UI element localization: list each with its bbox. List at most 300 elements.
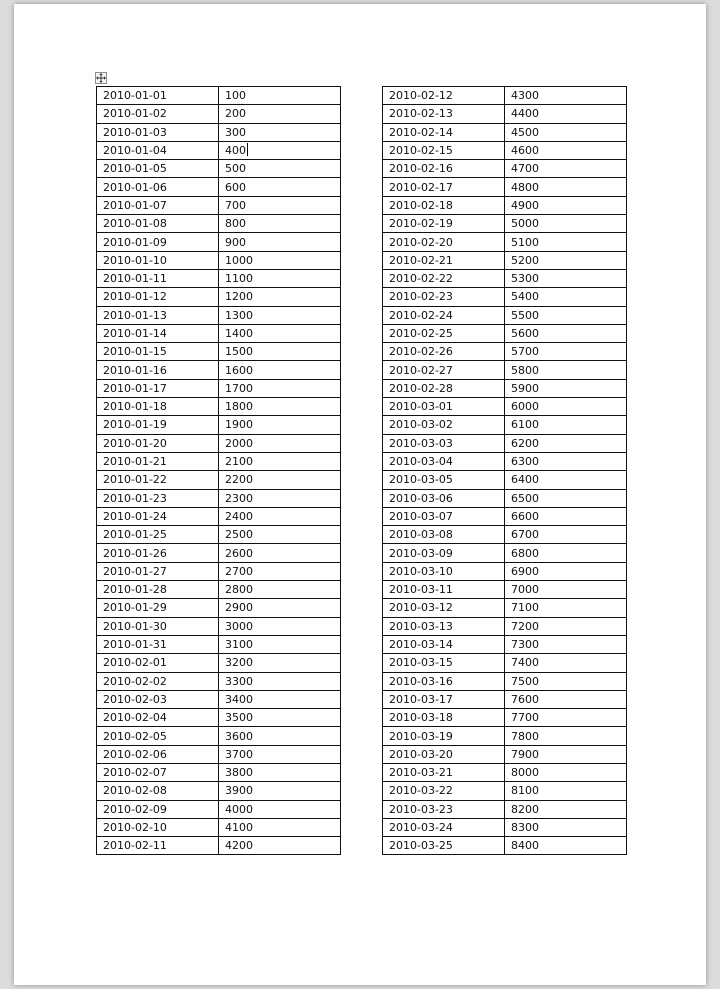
date-text: 2010-01-17: [103, 381, 167, 395]
table-row: [97, 635, 341, 653]
date-text: 2010-01-26: [103, 546, 167, 560]
date-cell[interactable]: [97, 837, 219, 855]
value-cell[interactable]: [505, 452, 627, 470]
date-text: 2010-02-03: [103, 692, 167, 706]
table-row: [383, 599, 627, 617]
value-text: 4600: [511, 144, 539, 158]
date-text: 2010-01-20: [103, 436, 167, 450]
value-cell[interactable]: [219, 599, 341, 617]
date-text: 2010-03-08: [389, 528, 453, 542]
value-cell[interactable]: [505, 233, 627, 251]
value-cell[interactable]: [505, 581, 627, 599]
value-cell[interactable]: [505, 251, 627, 269]
date-text: 2010-02-17: [389, 180, 453, 194]
date-cell[interactable]: [383, 690, 505, 708]
date-text: 2010-03-21: [389, 766, 453, 780]
value-text: 300: [225, 125, 246, 139]
date-cell[interactable]: [97, 800, 219, 818]
date-text: 2010-01-04: [103, 144, 167, 158]
value-text: 1800: [225, 400, 253, 414]
date-cell[interactable]: [97, 269, 219, 287]
table-row: [383, 269, 627, 287]
value-cell[interactable]: [505, 599, 627, 617]
date-cell[interactable]: [97, 526, 219, 544]
value-cell[interactable]: [219, 489, 341, 507]
date-cell[interactable]: [383, 507, 505, 525]
value-cell[interactable]: [505, 178, 627, 196]
value-cell[interactable]: [505, 398, 627, 416]
table-row: [97, 544, 341, 562]
date-cell[interactable]: [97, 196, 219, 214]
date-cell[interactable]: [97, 123, 219, 141]
date-cell[interactable]: [97, 215, 219, 233]
date-text: 2010-01-06: [103, 180, 167, 194]
date-cell[interactable]: [97, 489, 219, 507]
table-row: [97, 343, 341, 361]
table-row: [383, 544, 627, 562]
table-row: [97, 709, 341, 727]
table-row: [97, 800, 341, 818]
date-cell[interactable]: [97, 544, 219, 562]
table-row: [97, 562, 341, 580]
table-row: [97, 123, 341, 141]
date-cell[interactable]: [383, 105, 505, 123]
date-cell[interactable]: [97, 690, 219, 708]
date-cell[interactable]: [383, 233, 505, 251]
table-row: [383, 818, 627, 836]
value-cell[interactable]: [219, 471, 341, 489]
date-text: 2010-03-16: [389, 674, 453, 688]
date-text: 2010-02-22: [389, 272, 453, 286]
value-cell[interactable]: [219, 800, 341, 818]
table-row: [97, 416, 341, 434]
table-move-handle[interactable]: [95, 72, 107, 84]
date-cell[interactable]: [97, 324, 219, 342]
date-cell[interactable]: [383, 763, 505, 781]
table-row: [97, 434, 341, 452]
date-cell[interactable]: [383, 489, 505, 507]
value-cell[interactable]: [219, 709, 341, 727]
date-text: 2010-02-21: [389, 253, 453, 267]
value-cell[interactable]: [505, 654, 627, 672]
value-cell[interactable]: [219, 215, 341, 233]
table-row: [97, 727, 341, 745]
value-text: 5700: [511, 345, 539, 359]
value-cell[interactable]: [505, 471, 627, 489]
value-cell[interactable]: [505, 745, 627, 763]
table-row: [383, 251, 627, 269]
value-cell[interactable]: [219, 434, 341, 452]
date-cell[interactable]: [97, 141, 219, 159]
value-cell[interactable]: [219, 562, 341, 580]
date-text: 2010-02-27: [389, 363, 453, 377]
value-cell[interactable]: [505, 800, 627, 818]
table-row: [97, 526, 341, 544]
table-row: [97, 215, 341, 233]
date-cell[interactable]: [97, 416, 219, 434]
date-cell[interactable]: [383, 398, 505, 416]
data-table-left[interactable]: [96, 86, 341, 855]
date-cell[interactable]: [383, 782, 505, 800]
date-cell[interactable]: [383, 87, 505, 105]
date-text: 2010-02-16: [389, 162, 453, 176]
table-row: [97, 690, 341, 708]
value-cell[interactable]: [505, 105, 627, 123]
value-cell[interactable]: [219, 818, 341, 836]
table-row: [97, 87, 341, 105]
date-cell[interactable]: [97, 87, 219, 105]
value-text: 2000: [225, 436, 253, 450]
table-row: [383, 233, 627, 251]
date-text: 2010-02-14: [389, 125, 453, 139]
value-cell[interactable]: [219, 178, 341, 196]
date-cell[interactable]: [383, 837, 505, 855]
date-cell[interactable]: [383, 379, 505, 397]
value-text: 6700: [511, 528, 539, 542]
value-text: 7900: [511, 747, 539, 761]
value-cell[interactable]: [505, 215, 627, 233]
value-cell[interactable]: [505, 526, 627, 544]
date-text: 2010-02-20: [389, 235, 453, 249]
value-cell[interactable]: [505, 489, 627, 507]
value-cell[interactable]: [219, 379, 341, 397]
value-text: 4100: [225, 821, 253, 835]
date-cell[interactable]: [383, 123, 505, 141]
value-text: 1700: [225, 381, 253, 395]
value-cell[interactable]: [505, 141, 627, 159]
date-cell[interactable]: [97, 782, 219, 800]
date-text: 2010-03-01: [389, 400, 453, 414]
date-text: 2010-01-03: [103, 125, 167, 139]
date-cell[interactable]: [97, 471, 219, 489]
value-cell[interactable]: [219, 452, 341, 470]
table-row: [383, 507, 627, 525]
date-text: 2010-02-10: [103, 821, 167, 835]
value-cell[interactable]: [219, 361, 341, 379]
value-cell[interactable]: [219, 837, 341, 855]
table-row: [383, 452, 627, 470]
value-text: 500: [225, 162, 246, 176]
value-cell[interactable]: [505, 617, 627, 635]
value-cell[interactable]: [219, 544, 341, 562]
date-text: 2010-03-19: [389, 729, 453, 743]
date-cell[interactable]: [383, 672, 505, 690]
date-cell[interactable]: [383, 288, 505, 306]
date-cell[interactable]: [383, 434, 505, 452]
date-cell[interactable]: [383, 196, 505, 214]
value-text: 2800: [225, 583, 253, 597]
value-text: 3800: [225, 766, 253, 780]
value-cell[interactable]: [219, 763, 341, 781]
table-row: [383, 837, 627, 855]
date-text: 2010-02-18: [389, 198, 453, 212]
table-row: [97, 306, 341, 324]
table-row: [97, 398, 341, 416]
value-cell[interactable]: [219, 251, 341, 269]
date-text: 2010-01-08: [103, 217, 167, 231]
value-cell[interactable]: [505, 416, 627, 434]
date-cell[interactable]: [97, 160, 219, 178]
date-cell[interactable]: [383, 361, 505, 379]
date-cell[interactable]: [97, 672, 219, 690]
value-cell[interactable]: [219, 745, 341, 763]
value-text: 1200: [225, 290, 253, 304]
move-arrows-icon: [96, 73, 106, 83]
date-text: 2010-02-19: [389, 217, 453, 231]
table-row: [97, 361, 341, 379]
value-cell[interactable]: [219, 141, 341, 159]
value-cell[interactable]: [505, 727, 627, 745]
table-row: [383, 196, 627, 214]
value-cell[interactable]: [219, 635, 341, 653]
date-cell[interactable]: [383, 654, 505, 672]
date-cell[interactable]: [383, 178, 505, 196]
value-cell[interactable]: [219, 87, 341, 105]
value-text: 8200: [511, 802, 539, 816]
value-cell[interactable]: [219, 782, 341, 800]
date-cell[interactable]: [97, 709, 219, 727]
date-text: 2010-02-06: [103, 747, 167, 761]
value-cell[interactable]: [219, 343, 341, 361]
date-cell[interactable]: [383, 727, 505, 745]
table-row: [383, 379, 627, 397]
value-cell[interactable]: [219, 233, 341, 251]
date-cell[interactable]: [97, 434, 219, 452]
value-cell[interactable]: [219, 324, 341, 342]
date-cell[interactable]: [97, 818, 219, 836]
date-cell[interactable]: [97, 379, 219, 397]
date-cell[interactable]: [97, 105, 219, 123]
value-cell[interactable]: [505, 123, 627, 141]
value-cell[interactable]: [505, 196, 627, 214]
data-table-right[interactable]: [382, 86, 627, 855]
value-cell[interactable]: [505, 361, 627, 379]
date-text: 2010-02-23: [389, 290, 453, 304]
value-cell[interactable]: [505, 87, 627, 105]
value-cell[interactable]: [219, 654, 341, 672]
date-text: 2010-01-22: [103, 473, 167, 487]
date-cell[interactable]: [383, 745, 505, 763]
value-text: 3200: [225, 656, 253, 670]
value-text: 2600: [225, 546, 253, 560]
date-cell[interactable]: [383, 215, 505, 233]
value-text: 3400: [225, 692, 253, 706]
date-cell[interactable]: [97, 599, 219, 617]
date-cell[interactable]: [97, 288, 219, 306]
table-row: [383, 763, 627, 781]
table-row: [383, 617, 627, 635]
date-cell[interactable]: [383, 452, 505, 470]
value-cell[interactable]: [219, 581, 341, 599]
date-cell[interactable]: [97, 178, 219, 196]
table-row: [97, 507, 341, 525]
value-cell[interactable]: [219, 617, 341, 635]
value-cell[interactable]: [219, 507, 341, 525]
date-text: 2010-03-25: [389, 839, 453, 853]
value-text: 7500: [511, 674, 539, 688]
date-cell[interactable]: [97, 233, 219, 251]
value-text: 6400: [511, 473, 539, 487]
date-cell[interactable]: [97, 654, 219, 672]
table-row: [383, 343, 627, 361]
value-cell[interactable]: [505, 306, 627, 324]
date-cell[interactable]: [383, 635, 505, 653]
value-cell[interactable]: [219, 727, 341, 745]
table-row: [383, 526, 627, 544]
value-cell[interactable]: [219, 416, 341, 434]
date-cell[interactable]: [97, 763, 219, 781]
date-cell[interactable]: [383, 416, 505, 434]
date-cell[interactable]: [383, 709, 505, 727]
date-text: 2010-03-14: [389, 638, 453, 652]
date-text: 2010-01-24: [103, 509, 167, 523]
date-cell[interactable]: [97, 398, 219, 416]
value-cell[interactable]: [505, 324, 627, 342]
value-cell[interactable]: [219, 196, 341, 214]
date-text: 2010-03-04: [389, 455, 453, 469]
value-cell[interactable]: [505, 544, 627, 562]
date-text: 2010-01-13: [103, 308, 167, 322]
date-text: 2010-01-07: [103, 198, 167, 212]
table-row: [383, 581, 627, 599]
value-cell[interactable]: [505, 562, 627, 580]
value-text: 6800: [511, 546, 539, 560]
date-cell[interactable]: [97, 727, 219, 745]
table-row: [383, 489, 627, 507]
table-row: [383, 87, 627, 105]
value-cell[interactable]: [505, 635, 627, 653]
value-cell[interactable]: [219, 105, 341, 123]
date-cell[interactable]: [383, 160, 505, 178]
value-text: 4300: [511, 89, 539, 103]
value-cell[interactable]: [505, 709, 627, 727]
value-cell[interactable]: [505, 690, 627, 708]
value-text: 8100: [511, 784, 539, 798]
date-text: 2010-02-13: [389, 107, 453, 121]
value-cell[interactable]: [505, 343, 627, 361]
date-cell[interactable]: [383, 324, 505, 342]
value-cell[interactable]: [505, 782, 627, 800]
date-cell[interactable]: [97, 581, 219, 599]
date-cell[interactable]: [383, 562, 505, 580]
value-cell[interactable]: [505, 288, 627, 306]
value-cell[interactable]: [505, 837, 627, 855]
date-cell[interactable]: [383, 471, 505, 489]
date-cell[interactable]: [97, 562, 219, 580]
date-cell[interactable]: [383, 617, 505, 635]
date-cell[interactable]: [383, 581, 505, 599]
table-row: [383, 471, 627, 489]
date-cell[interactable]: [97, 306, 219, 324]
value-cell[interactable]: [219, 526, 341, 544]
date-text: 2010-01-16: [103, 363, 167, 377]
value-text: 1500: [225, 345, 253, 359]
value-text: 2900: [225, 601, 253, 615]
value-text: 3900: [225, 784, 253, 798]
table-row: [383, 398, 627, 416]
date-text: 2010-01-09: [103, 235, 167, 249]
date-cell[interactable]: [383, 599, 505, 617]
value-text: 2700: [225, 564, 253, 578]
value-cell[interactable]: [505, 434, 627, 452]
value-text: 3700: [225, 747, 253, 761]
value-text: 5200: [511, 253, 539, 267]
date-text: 2010-01-05: [103, 162, 167, 176]
value-text: 200: [225, 107, 246, 121]
date-cell[interactable]: [97, 617, 219, 635]
date-cell[interactable]: [383, 269, 505, 287]
value-cell[interactable]: [505, 672, 627, 690]
date-cell[interactable]: [97, 251, 219, 269]
date-text: 2010-01-28: [103, 583, 167, 597]
date-cell[interactable]: [97, 452, 219, 470]
value-cell[interactable]: [505, 269, 627, 287]
value-text: 6600: [511, 509, 539, 523]
date-cell[interactable]: [383, 818, 505, 836]
value-cell[interactable]: [219, 398, 341, 416]
date-cell[interactable]: [97, 745, 219, 763]
value-cell[interactable]: [505, 818, 627, 836]
value-cell[interactable]: [219, 160, 341, 178]
date-cell[interactable]: [383, 141, 505, 159]
text-cursor: [247, 143, 248, 156]
date-cell[interactable]: [383, 306, 505, 324]
value-cell[interactable]: [219, 690, 341, 708]
date-cell[interactable]: [383, 544, 505, 562]
date-text: 2010-03-17: [389, 692, 453, 706]
date-text: 2010-02-15: [389, 144, 453, 158]
value-cell[interactable]: [505, 507, 627, 525]
date-cell[interactable]: [383, 526, 505, 544]
table-row: [383, 416, 627, 434]
value-text: 3300: [225, 674, 253, 688]
value-cell[interactable]: [219, 306, 341, 324]
date-cell[interactable]: [97, 361, 219, 379]
table-row: [383, 215, 627, 233]
date-cell[interactable]: [383, 343, 505, 361]
date-text: 2010-01-18: [103, 400, 167, 414]
table-row: [383, 654, 627, 672]
date-text: 2010-02-26: [389, 345, 453, 359]
value-text: 4800: [511, 180, 539, 194]
date-cell[interactable]: [383, 800, 505, 818]
date-text: 2010-01-15: [103, 345, 167, 359]
value-cell[interactable]: [219, 288, 341, 306]
date-text: 2010-02-11: [103, 839, 167, 853]
date-text: 2010-02-28: [389, 381, 453, 395]
date-cell[interactable]: [97, 507, 219, 525]
date-text: 2010-03-02: [389, 418, 453, 432]
date-text: 2010-01-14: [103, 327, 167, 340]
value-text: 400: [225, 144, 246, 158]
value-text: 3000: [225, 619, 253, 633]
date-text: 2010-03-24: [389, 821, 453, 835]
date-cell[interactable]: [97, 343, 219, 361]
date-cell[interactable]: [97, 635, 219, 653]
value-cell[interactable]: [505, 379, 627, 397]
value-text: 5900: [511, 381, 539, 395]
date-cell[interactable]: [383, 251, 505, 269]
value-cell[interactable]: [219, 123, 341, 141]
value-cell[interactable]: [505, 160, 627, 178]
value-text: 3600: [225, 729, 253, 743]
value-cell[interactable]: [219, 269, 341, 287]
value-cell[interactable]: [505, 763, 627, 781]
value-text: 1600: [225, 363, 253, 377]
table-row: [97, 471, 341, 489]
date-text: 2010-03-12: [389, 601, 453, 615]
value-cell[interactable]: [219, 672, 341, 690]
